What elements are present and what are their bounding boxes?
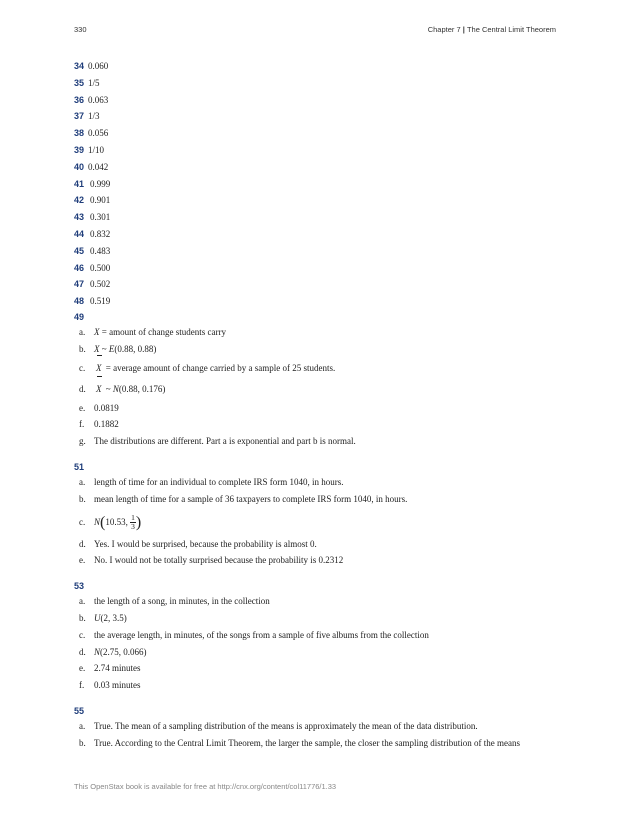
x-bar-variable: X — [96, 358, 102, 379]
answer-item — [74, 108, 564, 125]
sub-answer-d — [74, 379, 564, 400]
sub-text: length of time for an individual to complete IRS form 1040, in hours. — [94, 476, 344, 487]
sub-answer-f — [74, 677, 564, 694]
question-number: 55 — [74, 705, 85, 716]
question-55 — [74, 704, 564, 752]
sub-answer-g — [74, 433, 564, 450]
answer-value: 1/5 — [88, 77, 100, 88]
sub-label: a. — [79, 596, 86, 607]
sub-label: a. — [79, 326, 86, 337]
sub-answer-e — [74, 552, 564, 569]
sub-label: d. — [79, 383, 86, 394]
params: (0.88, 0.176) — [118, 383, 166, 394]
spacer — [74, 694, 564, 704]
question-number: 51 — [74, 461, 85, 472]
x-bar-variable: X — [96, 379, 102, 400]
variable: X — [94, 326, 100, 337]
distribution: N — [112, 383, 119, 394]
left-paren: ( — [100, 513, 106, 531]
sub-answer-a — [74, 324, 564, 341]
answer-item — [74, 243, 564, 260]
sub-answer-a — [74, 474, 564, 491]
sub-text: True. The mean of a sampling distribution of the means is approximately the mean of the data distribution. — [94, 720, 478, 731]
answer-number: 46 — [74, 262, 85, 273]
answer-number: 45 — [74, 245, 85, 256]
sub-answer-e — [74, 400, 564, 417]
tilde: ~ — [103, 383, 113, 394]
answer-item — [74, 75, 564, 92]
sub-text: The distributions are different. Part a is exponential and part b is normal. — [94, 436, 356, 447]
spacer — [74, 450, 564, 460]
page-footer: This OpenStax book is available for free at http://cnx.org/content/col11776/1.33 — [74, 782, 337, 791]
params: (2.75, 0.066) — [100, 646, 147, 657]
distribution: N — [94, 646, 101, 657]
params: (0.88, 0.88) — [114, 343, 157, 354]
question-49 — [74, 310, 564, 450]
answer-value: 0.042 — [88, 161, 109, 172]
answer-value: 0.901 — [90, 195, 111, 206]
answer-item — [74, 192, 564, 209]
distribution: U — [94, 612, 101, 623]
sub-text: No. I would not be totally surprised because the probability is 0.2312 — [94, 555, 344, 566]
sub-text: the length of a song, in minutes, in the collection — [94, 596, 270, 607]
sub-text: mean length of time for a sample of 36 taxpayers to complete IRS form 1040, in hours. — [94, 493, 408, 504]
sub-answer-e — [74, 660, 564, 677]
question-51 — [74, 460, 564, 569]
sub-text: 0.1882 — [94, 419, 119, 430]
sub-label: e. — [79, 555, 86, 566]
sub-text: 2.74 minutes — [94, 663, 141, 674]
page-number: 330 — [74, 25, 87, 34]
answer-value: 0.519 — [90, 296, 111, 307]
sub-answer-f — [74, 416, 564, 433]
answer-value: 0.060 — [88, 61, 109, 71]
answer-number: 35 — [74, 77, 85, 88]
answer-item — [74, 276, 564, 293]
answer-content — [74, 58, 564, 752]
chapter-prefix: Chapter 7 — [427, 25, 461, 34]
sub-answer-c — [74, 627, 564, 644]
answer-item — [74, 293, 564, 310]
answer-item — [74, 209, 564, 226]
sub-text: 0.03 minutes — [94, 680, 141, 691]
sub-label: b. — [79, 343, 86, 354]
sub-label: c. — [79, 362, 86, 373]
answer-number: 43 — [74, 212, 85, 223]
header-separator: | — [460, 25, 467, 34]
answer-value: 0.502 — [90, 279, 111, 290]
answer-item — [74, 226, 564, 243]
answer-number: 44 — [74, 228, 85, 239]
sub-text: = amount of change students carry — [99, 326, 227, 337]
sub-label: b. — [79, 612, 86, 623]
sub-label: f. — [79, 680, 85, 691]
answer-value: 0.056 — [88, 128, 109, 139]
sub-label: g. — [79, 436, 86, 447]
sub-answer-d — [74, 644, 564, 661]
answer-number: 39 — [74, 144, 85, 155]
answer-value: 0.500 — [90, 262, 111, 273]
question-53 — [74, 579, 564, 694]
distribution: N — [94, 516, 101, 527]
sub-answer-b — [74, 610, 564, 627]
fraction-denominator: 3 — [131, 521, 135, 531]
answer-value: 0.483 — [90, 245, 111, 256]
sub-answer-b — [74, 491, 564, 508]
sub-label: c. — [79, 629, 86, 640]
sub-label: f. — [79, 419, 85, 430]
fraction-numerator: 1 — [131, 512, 135, 522]
answer-value: 1/3 — [88, 111, 100, 122]
chapter-header — [428, 25, 556, 34]
distribution: E — [108, 343, 115, 354]
spacer — [74, 569, 564, 579]
sub-answer-c — [74, 508, 564, 536]
right-paren: ) — [135, 513, 142, 531]
sub-label: a. — [79, 476, 86, 487]
sub-label: b. — [79, 493, 86, 504]
chapter-title: The Central Limit Theorem — [466, 25, 556, 34]
sub-label: e. — [79, 663, 86, 674]
answer-item — [74, 159, 564, 176]
answer-number: 41 — [74, 178, 85, 189]
params: (2, 3.5) — [100, 612, 127, 623]
sub-answer-d — [74, 536, 564, 553]
answer-number: 38 — [74, 128, 85, 139]
sub-label: a. — [79, 720, 86, 731]
sub-answer-c — [74, 358, 564, 379]
question-number: 53 — [74, 581, 85, 592]
answer-item — [74, 260, 564, 277]
variable: X — [94, 343, 100, 354]
answer-number: 36 — [74, 94, 85, 105]
question-number: 49 — [74, 311, 85, 322]
sub-label: c. — [79, 516, 86, 527]
answer-value: 0.301 — [90, 212, 111, 223]
sub-label: e. — [79, 402, 86, 413]
sub-label: b. — [79, 737, 86, 748]
answer-number: 47 — [74, 279, 85, 290]
short-answer-list — [74, 58, 564, 310]
answer-number: 34 — [74, 61, 85, 71]
answer-item — [74, 58, 564, 75]
sub-text: = average amount of change carried by a sample of 25 students. — [103, 362, 336, 373]
answer-item — [74, 176, 564, 193]
sub-answer-b — [74, 735, 564, 752]
answer-item — [74, 125, 564, 142]
sub-text: the average length, in minutes, of the songs from a sample of five albums from the collection — [94, 629, 429, 640]
answer-number: 42 — [74, 195, 85, 206]
answer-item — [74, 92, 564, 109]
answer-value: 1/10 — [88, 144, 105, 155]
sub-answer-a — [74, 718, 564, 735]
answer-value: 0.999 — [90, 178, 111, 189]
tilde: ~ — [99, 343, 109, 354]
answer-number: 48 — [74, 296, 85, 307]
sub-answer-a — [74, 593, 564, 610]
answer-item — [74, 142, 564, 159]
params: 10.53, — [105, 516, 131, 527]
sub-label: d. — [79, 646, 86, 657]
answer-number: 37 — [74, 111, 85, 122]
answer-value: 0.063 — [88, 94, 109, 105]
sub-answer-b — [74, 341, 564, 358]
sub-text: 0.0819 — [94, 402, 119, 413]
answer-number: 40 — [74, 161, 85, 172]
sub-text: True. According to the Central Limit Theorem, the larger the sample, the closer the sampling distribution of the means — [94, 737, 520, 748]
answer-value: 0.832 — [90, 228, 111, 239]
sub-text: Yes. I would be surprised, because the probability is almost 0. — [94, 538, 317, 549]
sub-label: d. — [79, 538, 86, 549]
